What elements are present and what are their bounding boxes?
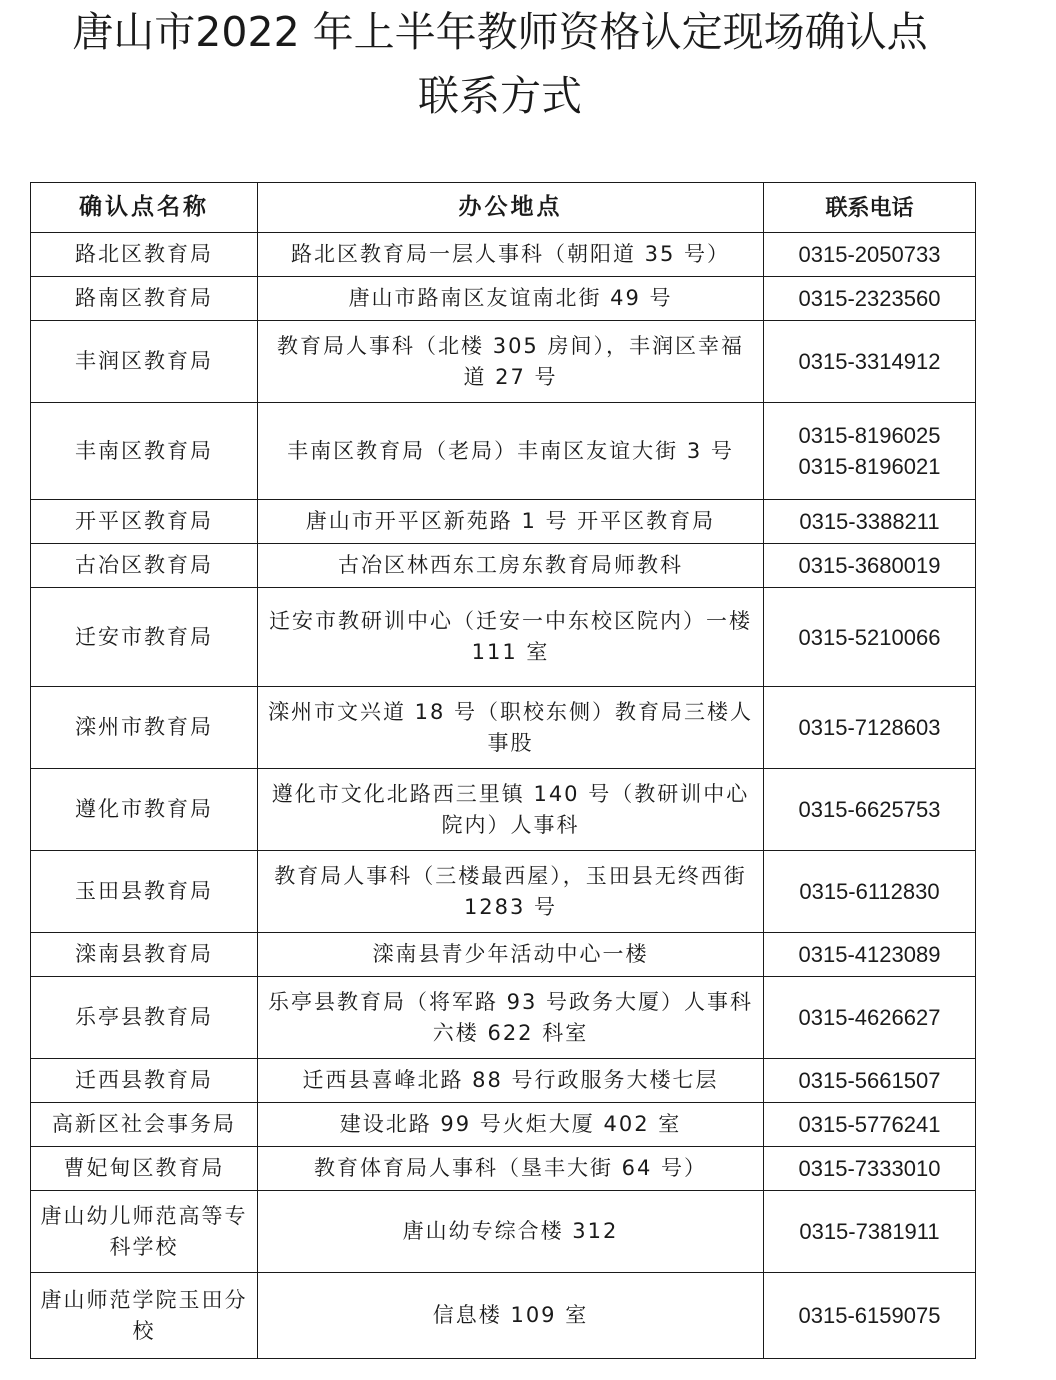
- contact-table: [30, 182, 976, 1359]
- office-name-cell: 唐山幼儿师范高等专科学校: [31, 1191, 258, 1273]
- office-address-cell: 滦南县青少年活动中心一楼: [258, 933, 764, 977]
- office-phone-cell: [764, 403, 976, 500]
- office-phone-cell: [764, 851, 976, 933]
- office-phone-cell: [764, 1103, 976, 1147]
- office-phone-cell: [764, 933, 976, 977]
- office-address-cell: 教育体育局人事科（垦丰大街 64 号）: [258, 1147, 764, 1191]
- phone-number: 0315-6159075: [798, 1303, 941, 1328]
- office-name-cell: 路北区教育局: [31, 233, 258, 277]
- phone-number: 0315-2050733: [798, 242, 941, 267]
- phone-number: 0315-3314912: [798, 349, 941, 374]
- office-address-cell: 信息楼 109 室: [258, 1273, 764, 1359]
- office-address-cell: 教育局人事科（北楼 305 房间），丰润区幸福道 27 号: [258, 321, 764, 403]
- office-name-cell: 丰南区教育局: [31, 403, 258, 500]
- office-name-cell: 滦州市教育局: [31, 687, 258, 769]
- phone-number: 0315-5776241: [798, 1112, 941, 1137]
- office-name-cell: 迁安市教育局: [31, 588, 258, 687]
- phone-number: 0315-5661507: [798, 1068, 941, 1093]
- office-phone-cell: [764, 544, 976, 588]
- office-phone-cell: [764, 1191, 976, 1273]
- table-row: [31, 1059, 976, 1103]
- phone-number: 0315-3680019: [798, 553, 941, 578]
- phone-number: 0315-5210066: [798, 624, 941, 650]
- office-phone-cell: [764, 277, 976, 321]
- document-title-line2: 联系方式: [418, 72, 582, 120]
- office-phone-cell: [764, 500, 976, 544]
- table-row: [31, 500, 976, 544]
- office-address-cell: 唐山市开平区新苑路 1 号 开平区教育局: [258, 500, 764, 544]
- office-address-cell: 路北区教育局一层人事科（朝阳道 35 号）: [258, 233, 764, 277]
- office-phone-cell: [764, 321, 976, 403]
- table-row: [31, 1147, 976, 1191]
- document-title-line1: 唐山市2022 年上半年教师资格认定现场确认点: [72, 8, 928, 56]
- table-row: [31, 544, 976, 588]
- office-address-cell: 滦州市文兴道 18 号（职校东侧）教育局三楼人事股: [258, 687, 764, 769]
- table-row: [31, 588, 976, 687]
- office-name-cell: 唐山师范学院玉田分校: [31, 1273, 258, 1359]
- phone-number: 0315-6625753: [798, 797, 941, 822]
- phone-number: 0315-4123089: [798, 942, 941, 967]
- office-address-cell: 唐山幼专综合楼 312: [258, 1191, 764, 1273]
- office-address-cell: 迁安市教研训中心（迁安一中东校区院内）一楼 111 室: [258, 588, 764, 687]
- office-name-cell: 迁西县教育局: [31, 1059, 258, 1103]
- table-row: [31, 851, 976, 933]
- office-phone-cell: [764, 233, 976, 277]
- table-header-row: [31, 183, 976, 233]
- phone-number: 0315-7333010: [798, 1156, 941, 1181]
- office-name-cell: 古冶区教育局: [31, 544, 258, 588]
- office-name-cell: 玉田县教育局: [31, 851, 258, 933]
- office-address-cell: 唐山市路南区友谊南北街 49 号: [258, 277, 764, 321]
- office-name-cell: 路南区教育局: [31, 277, 258, 321]
- office-name-cell: 高新区社会事务局: [31, 1103, 258, 1147]
- office-address-cell: 迁西县喜峰北路 88 号行政服务大楼七层: [258, 1059, 764, 1103]
- table-row: [31, 1191, 976, 1273]
- office-name-cell: 滦南县教育局: [31, 933, 258, 977]
- office-phone-cell: [764, 769, 976, 851]
- office-address-cell: 遵化市文化北路西三里镇 140 号（教研训中心院内）人事科: [258, 769, 764, 851]
- table-row: [31, 1103, 976, 1147]
- office-name-cell: 曹妃甸区教育局: [31, 1147, 258, 1191]
- office-phone-cell: [764, 588, 976, 687]
- office-phone-cell: [764, 687, 976, 769]
- phone-number: 0315-8196021: [798, 454, 941, 479]
- office-name-cell: 开平区教育局: [31, 500, 258, 544]
- phone-number: 0315-2323560: [798, 286, 941, 311]
- office-address-cell: 丰南区教育局（老局）丰南区友谊大街 3 号: [258, 403, 764, 500]
- table-row: [31, 233, 976, 277]
- table-row: [31, 1273, 976, 1359]
- table-row: [31, 977, 976, 1059]
- phone-number: 0315-8196025: [798, 423, 941, 448]
- office-address-cell: 乐亭县教育局（将军路 93 号政务大厦）人事科六楼 622 科室: [258, 977, 764, 1059]
- office-phone-cell: [764, 977, 976, 1059]
- office-phone-cell: [764, 1273, 976, 1359]
- office-name-cell: 乐亭县教育局: [31, 977, 258, 1059]
- phone-number: 0315-7381911: [799, 1219, 940, 1244]
- table-row: [31, 769, 976, 851]
- office-phone-cell: [764, 1147, 976, 1191]
- header-name: 确认点名称: [31, 183, 258, 233]
- office-name-cell: 遵化市教育局: [31, 769, 258, 851]
- office-address-cell: 古冶区林西东工房东教育局师教科: [258, 544, 764, 588]
- table-row: [31, 321, 976, 403]
- office-address-cell: 建设北路 99 号火炬大厦 402 室: [258, 1103, 764, 1147]
- header-address: 办公地点: [258, 183, 764, 233]
- header-phone: 联系电话: [764, 183, 976, 233]
- table-row: [31, 933, 976, 977]
- phone-number: 0315-4626627: [798, 1005, 941, 1030]
- table-row: [31, 277, 976, 321]
- office-phone-cell: [764, 1059, 976, 1103]
- phone-number: 0315-6112830: [799, 879, 940, 904]
- phone-number: 0315-7128603: [798, 715, 941, 740]
- office-name-cell: 丰润区教育局: [31, 321, 258, 403]
- table-row: [31, 403, 976, 500]
- office-address-cell: 教育局人事科（三楼最西屋），玉田县无终西街 1283 号: [258, 851, 764, 933]
- table-row: [31, 687, 976, 769]
- phone-number: 0315-3388211: [799, 509, 940, 534]
